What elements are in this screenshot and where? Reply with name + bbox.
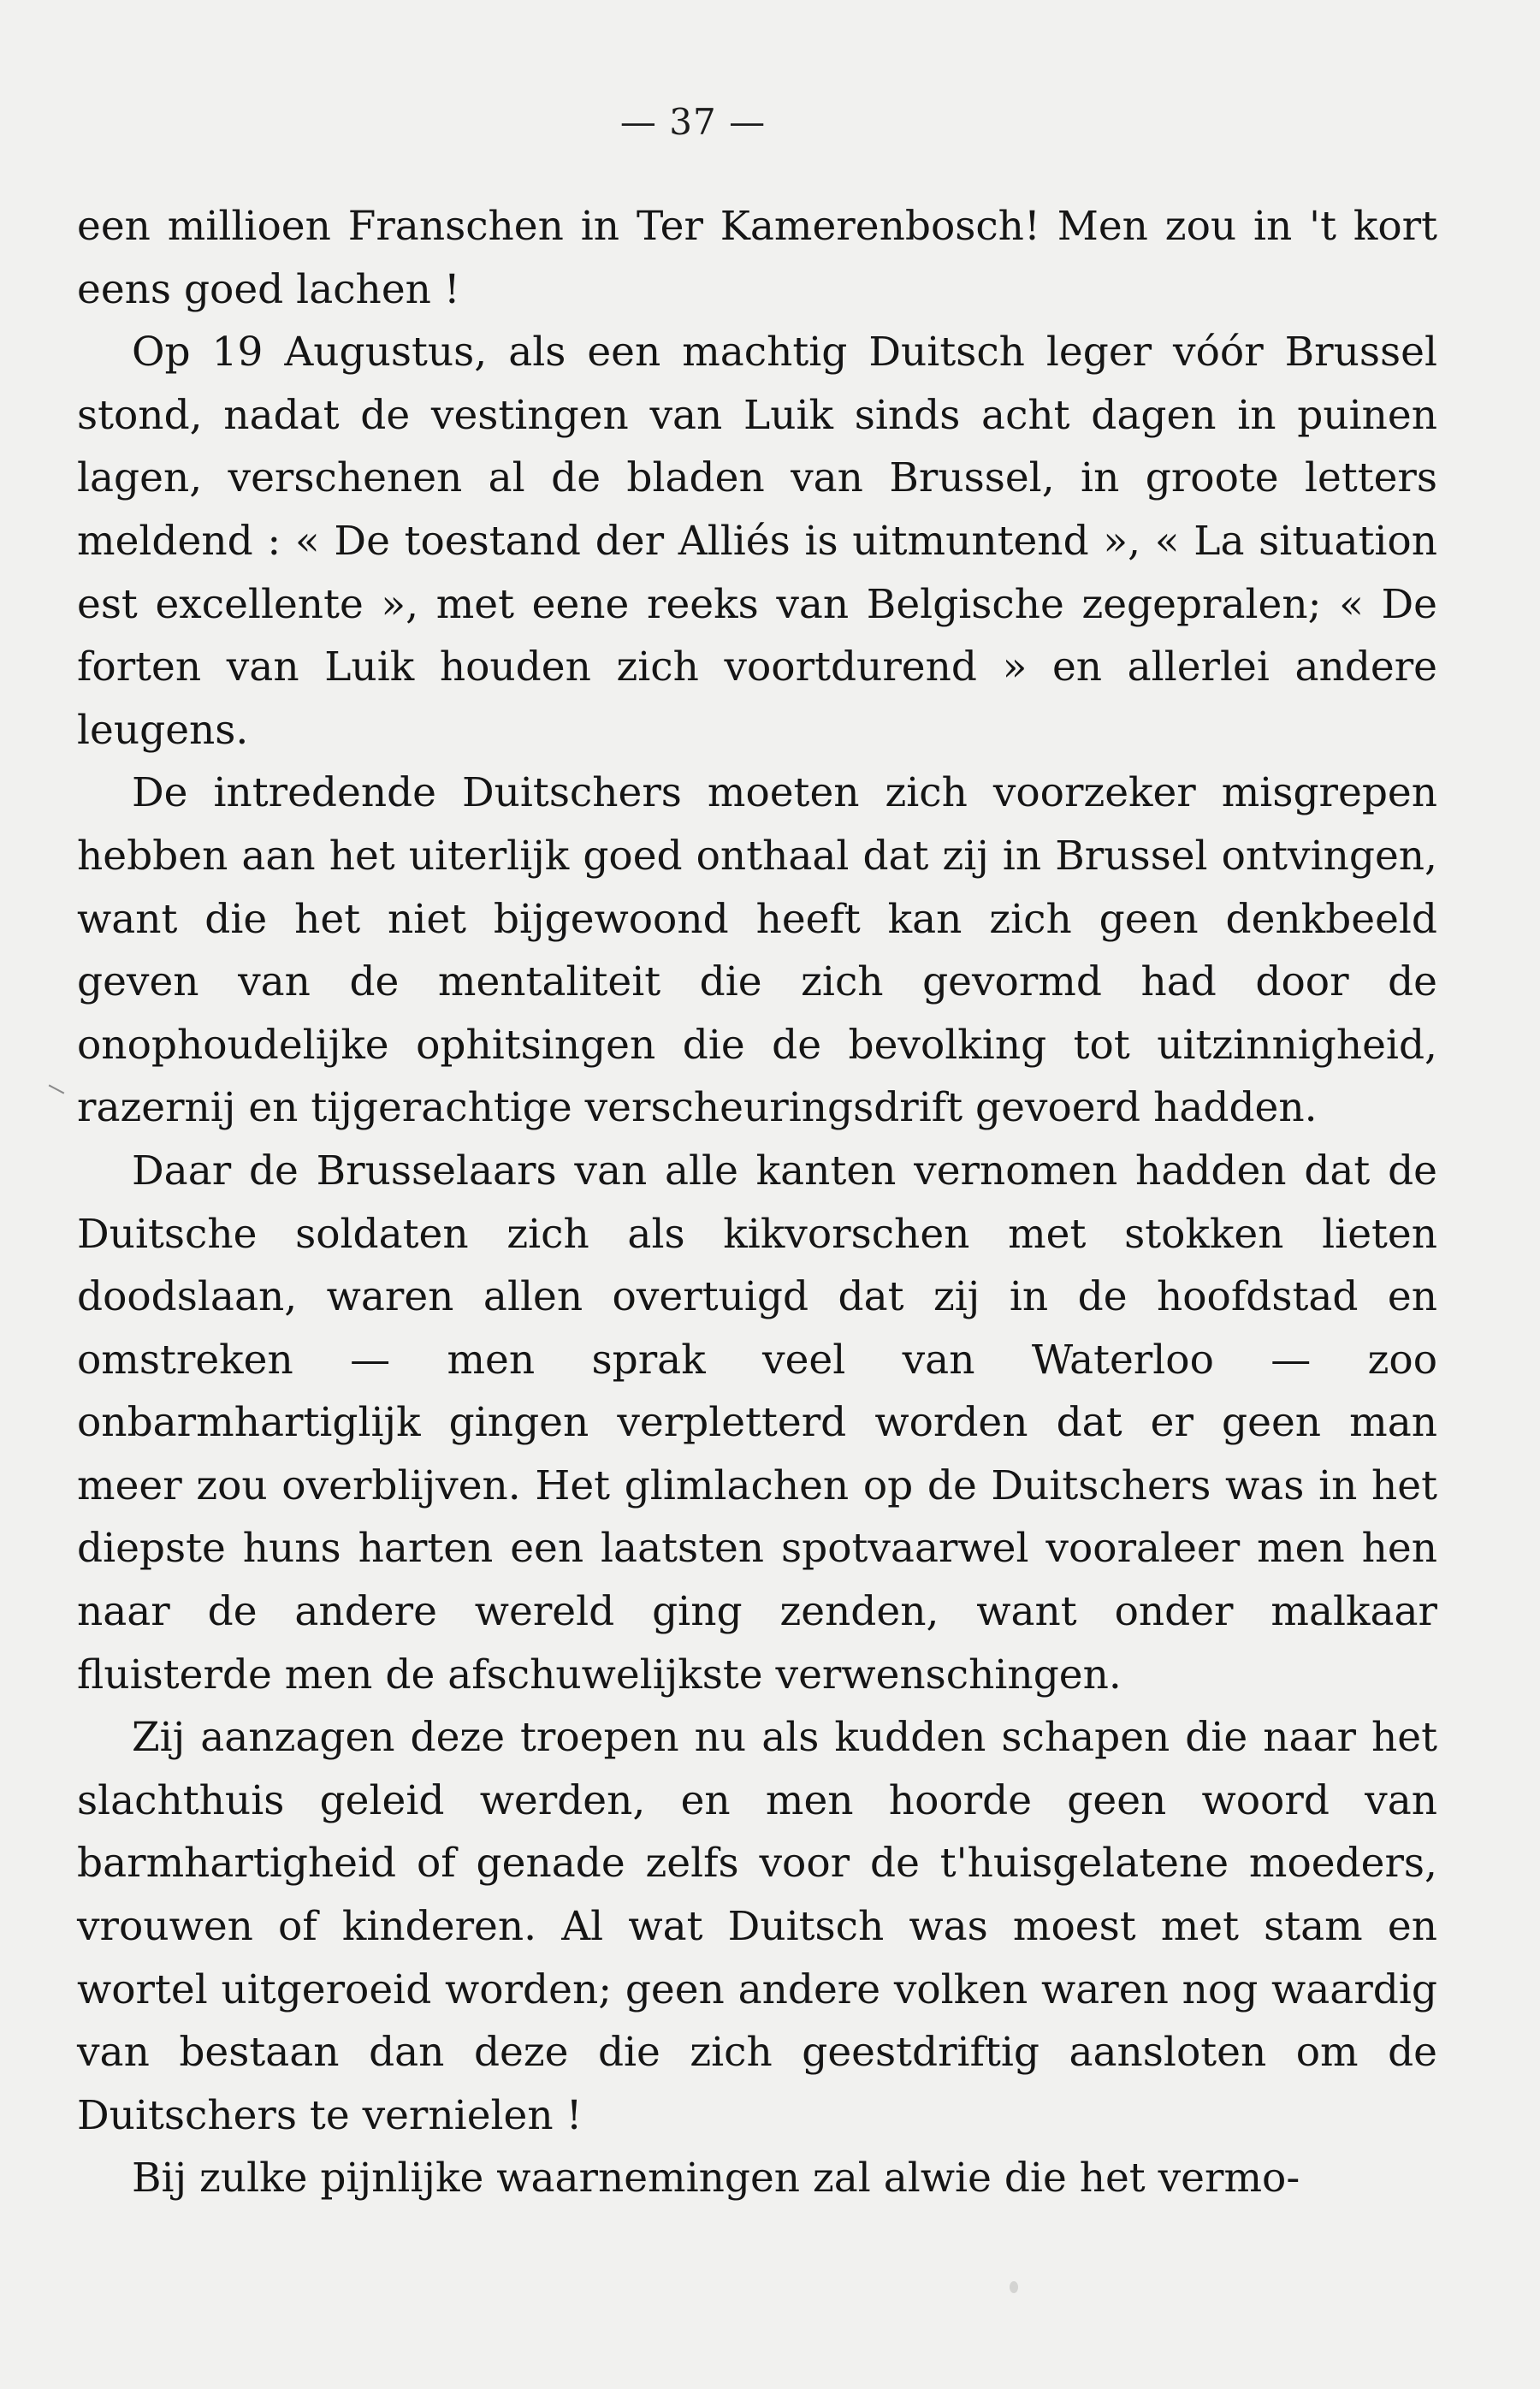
page-number: — 37 — bbox=[619, 101, 767, 143]
paragraph-5: Zij aanzagen deze troepen nu als kudden schapen die naar het slachthuis geleid werden, en men hoorde geen woord van barmhartigheid of genade zelfs voor de t'huisgelatene moeders, vrouwen of kinderen. Al wat Duitsch was moest met stam en wortel uitgeroeid worden; geen andere volken waren nog waardig van bestaan dan deze die zich geestdriftig aansloten om de Duitschers te vernielen ! bbox=[77, 1714, 1437, 2139]
margin-pencil-mark bbox=[49, 1084, 65, 1094]
paper-speck bbox=[1010, 2281, 1018, 2293]
paragraph-2: Op 19 Augustus, als een machtig Duitsch leger vóór Brussel stond, nadat de vestingen van Luik sinds acht dagen in puinen lagen, verschenen al de bladen van Brussel, in groote letters meldend : « De toestand der Alliés is uitmuntend », « La situation est excellente », met eene reeks van Belgische zegepralen; « De forten van Luik houden zich voortdurend » en allerlei andere leugens. bbox=[77, 329, 1437, 754]
paragraph-1: een millioen Franschen in Ter Kamerenbosch! Men zou in 't kort eens goed lachen ! bbox=[77, 203, 1437, 313]
paragraph-4: Daar de Brusselaars van alle kanten vernomen hadden dat de Duitsche soldaten zich als kikvorschen met stokken lieten doodslaan, waren allen overtuigd dat zij in de hoofdstad en omstreken — men sprak veel van Waterloo — zoo onbarmhartiglijk gingen verpletterd worden dat er geen man meer zou overblijven. Het glimlachen op de Duitschers was in het diepste huns harten een laatsten spotvaarwel vooraleer men hen naar de andere wereld ging zenden, want onder malkaar fluisterde men de afschuwelijkste verwenschingen. bbox=[77, 1147, 1437, 1698]
paragraph-6: Bij zulke pijnlijke waarnemingen zal alwie die het vermo- bbox=[132, 2155, 1300, 2202]
paragraph-3: De intredende Duitschers moeten zich voorzeker misgrepen hebben aan het uiterlijk goed onthaal dat zij in Brussel ontvingen, want die het niet bijgewoond heeft kan zich geen denkbeeld geven van de mentaliteit die zich gevormd had door de onophoudelijke ophitsingen die de bevolking tot uitzinnigheid, razernij en tijgerachtige verscheuringsdrift gevoerd hadden. bbox=[77, 769, 1437, 1132]
body-text bbox=[77, 195, 1437, 2210]
